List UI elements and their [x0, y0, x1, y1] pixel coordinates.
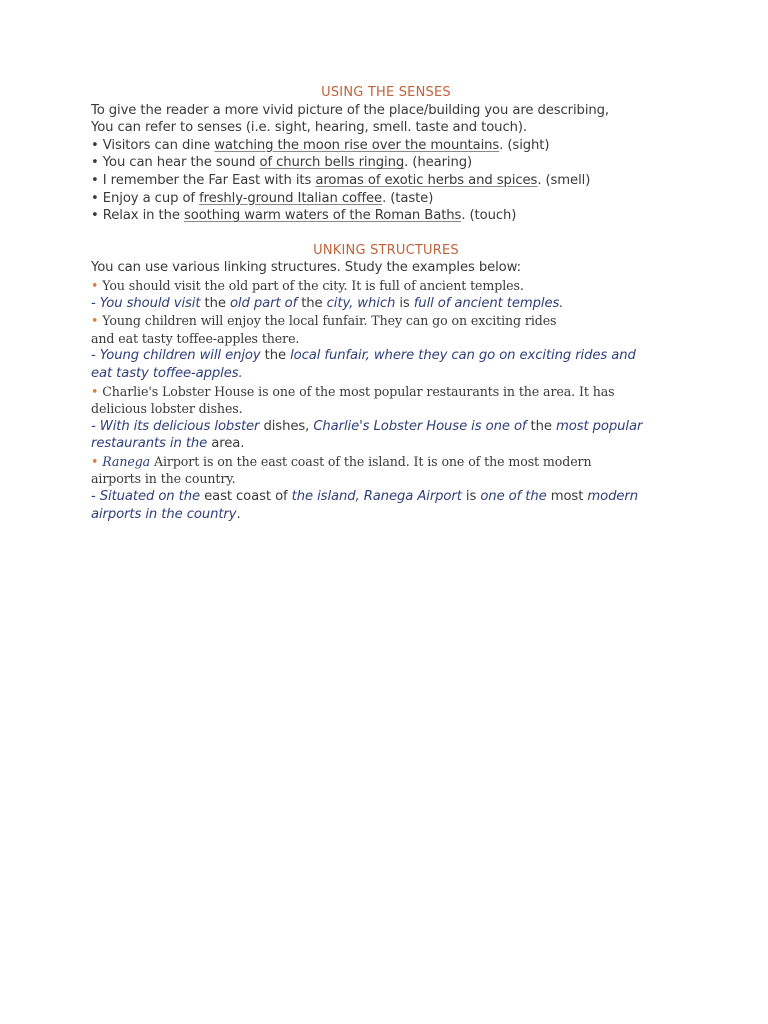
plain-phrase: is	[395, 295, 414, 311]
italic-phrase: local funfair, where they can go on exciting rides and	[290, 348, 636, 364]
example-2-rewrite-line-2	[91, 365, 681, 383]
plain-phrase: the	[297, 295, 327, 311]
bullet-suffix: . (taste)	[382, 190, 434, 206]
bullet-text: Visitors can dine	[102, 137, 215, 153]
linking-intro: You can use various linking structures. Study the examples below:	[91, 260, 521, 276]
example-3-rewrite-line-1	[91, 418, 681, 436]
example-3-sentence-line-1	[91, 383, 681, 401]
plain-phrase: is	[461, 489, 481, 505]
italic-phrase: airports in the country	[91, 506, 237, 522]
italic-phrase: - With its delicious lobster	[91, 418, 260, 434]
senses-intro-line-1: To give the reader a more vivid picture of the place/building you are describing,	[91, 102, 610, 118]
plain-phrase: most	[546, 489, 588, 505]
senses-intro-line-2: You can refer to senses (i.e. sight, hearing, smell. taste and touch).	[91, 120, 527, 136]
italic-phrase: - Young children will enjoy	[91, 348, 261, 364]
example-3-sentence-line-2: delicious lobster dishes.	[91, 401, 243, 417]
bullet-marker: •	[91, 155, 99, 171]
senses-bullet-hearing	[91, 154, 681, 172]
document-page	[91, 84, 681, 523]
bullet-suffix: . (smell)	[537, 172, 591, 188]
senses-bullet-sight	[91, 137, 681, 155]
senses-bullet-smell	[91, 172, 681, 190]
example-3-rewrite-line-2	[91, 435, 681, 453]
plain-phrase: area.	[207, 436, 245, 452]
example-2-sentence-line-2: and eat tasty toffee-apples there.	[91, 330, 300, 346]
italic-phrase: old part of	[229, 295, 298, 311]
bullet-text: You can hear the sound	[102, 155, 260, 171]
bullet-text: Enjoy a cup of	[102, 190, 200, 206]
italic-phrase: Ranega	[102, 453, 151, 469]
italic-phrase: most popular	[556, 418, 643, 434]
plain-phrase: east coast of	[200, 489, 292, 505]
example-4-sentence-line-1	[91, 453, 681, 471]
senses-heading: USING THE SENSES	[321, 85, 451, 100]
underlined-phrase: watching the moon rise over the mountains	[214, 137, 500, 153]
example-text: Airport is on the east coast of the island. It is one of the most modern	[150, 453, 592, 469]
plain-phrase: .	[236, 506, 241, 522]
example-4-rewrite-line-2	[91, 506, 681, 524]
bullet-suffix: . (touch)	[461, 208, 517, 224]
underlined-phrase: of church bells ringing	[259, 155, 405, 171]
underlined-phrase: aromas of exotic herbs and spices	[315, 172, 538, 188]
italic-phrase: the island, Ranega Airport	[291, 489, 462, 505]
italic-phrase: - Situated on the	[91, 489, 201, 505]
linking-heading: UNKING STRUCTURES	[313, 242, 459, 258]
bullet-marker: •	[91, 208, 99, 224]
italic-phrase: - You should visit	[91, 295, 201, 311]
italic-phrase: city, which	[326, 295, 396, 311]
bullet-suffix: . (hearing)	[404, 155, 473, 171]
plain-phrase: the	[200, 295, 230, 311]
example-text: You should visit the old part of the city. It is full of ancient temples.	[102, 277, 524, 293]
bullet-text: Relax in the	[102, 208, 184, 224]
italic-phrase: full of ancient temples.	[413, 295, 564, 311]
plain-phrase: dishes,	[259, 418, 314, 434]
bullet-suffix: . (sight)	[499, 137, 550, 153]
bullet-marker: •	[91, 383, 99, 399]
italic-phrase: Charlie's Lobster House is one of	[313, 418, 527, 434]
plain-phrase: the	[260, 348, 291, 364]
example-4-rewrite-line-1	[91, 488, 681, 506]
plain-phrase: the	[526, 418, 556, 434]
bullet-marker: •	[91, 453, 99, 469]
italic-phrase: eat tasty toffee-apples.	[91, 365, 243, 381]
example-4-sentence-line-2: airports in the country.	[91, 471, 236, 487]
underlined-phrase: freshly-ground Italian coffee	[199, 190, 383, 206]
bullet-marker: •	[91, 277, 99, 293]
senses-bullet-taste	[91, 190, 681, 208]
italic-phrase: restaurants in the	[91, 436, 208, 452]
italic-phrase: modern	[587, 489, 638, 505]
bullet-marker: •	[91, 172, 99, 188]
bullet-marker: •	[91, 313, 99, 329]
italic-phrase: one of the	[480, 489, 547, 505]
bullet-text: I remember the Far East with its	[102, 172, 316, 188]
senses-bullet-touch	[91, 207, 681, 225]
bullet-marker: •	[91, 137, 99, 153]
example-text: Charlie's Lobster House is one of the most popular restaurants in the area. It has	[102, 383, 615, 399]
underlined-phrase: soothing warm waters of the Roman Baths	[183, 208, 462, 224]
bullet-marker: •	[91, 190, 99, 206]
example-text: Young children will enjoy the local funfair. They can go on exciting rides	[102, 313, 557, 329]
example-2-sentence-line-1	[91, 312, 681, 330]
example-2-rewrite-line-1	[91, 347, 681, 365]
example-1-sentence	[91, 277, 681, 295]
example-1-rewrite	[91, 295, 681, 313]
